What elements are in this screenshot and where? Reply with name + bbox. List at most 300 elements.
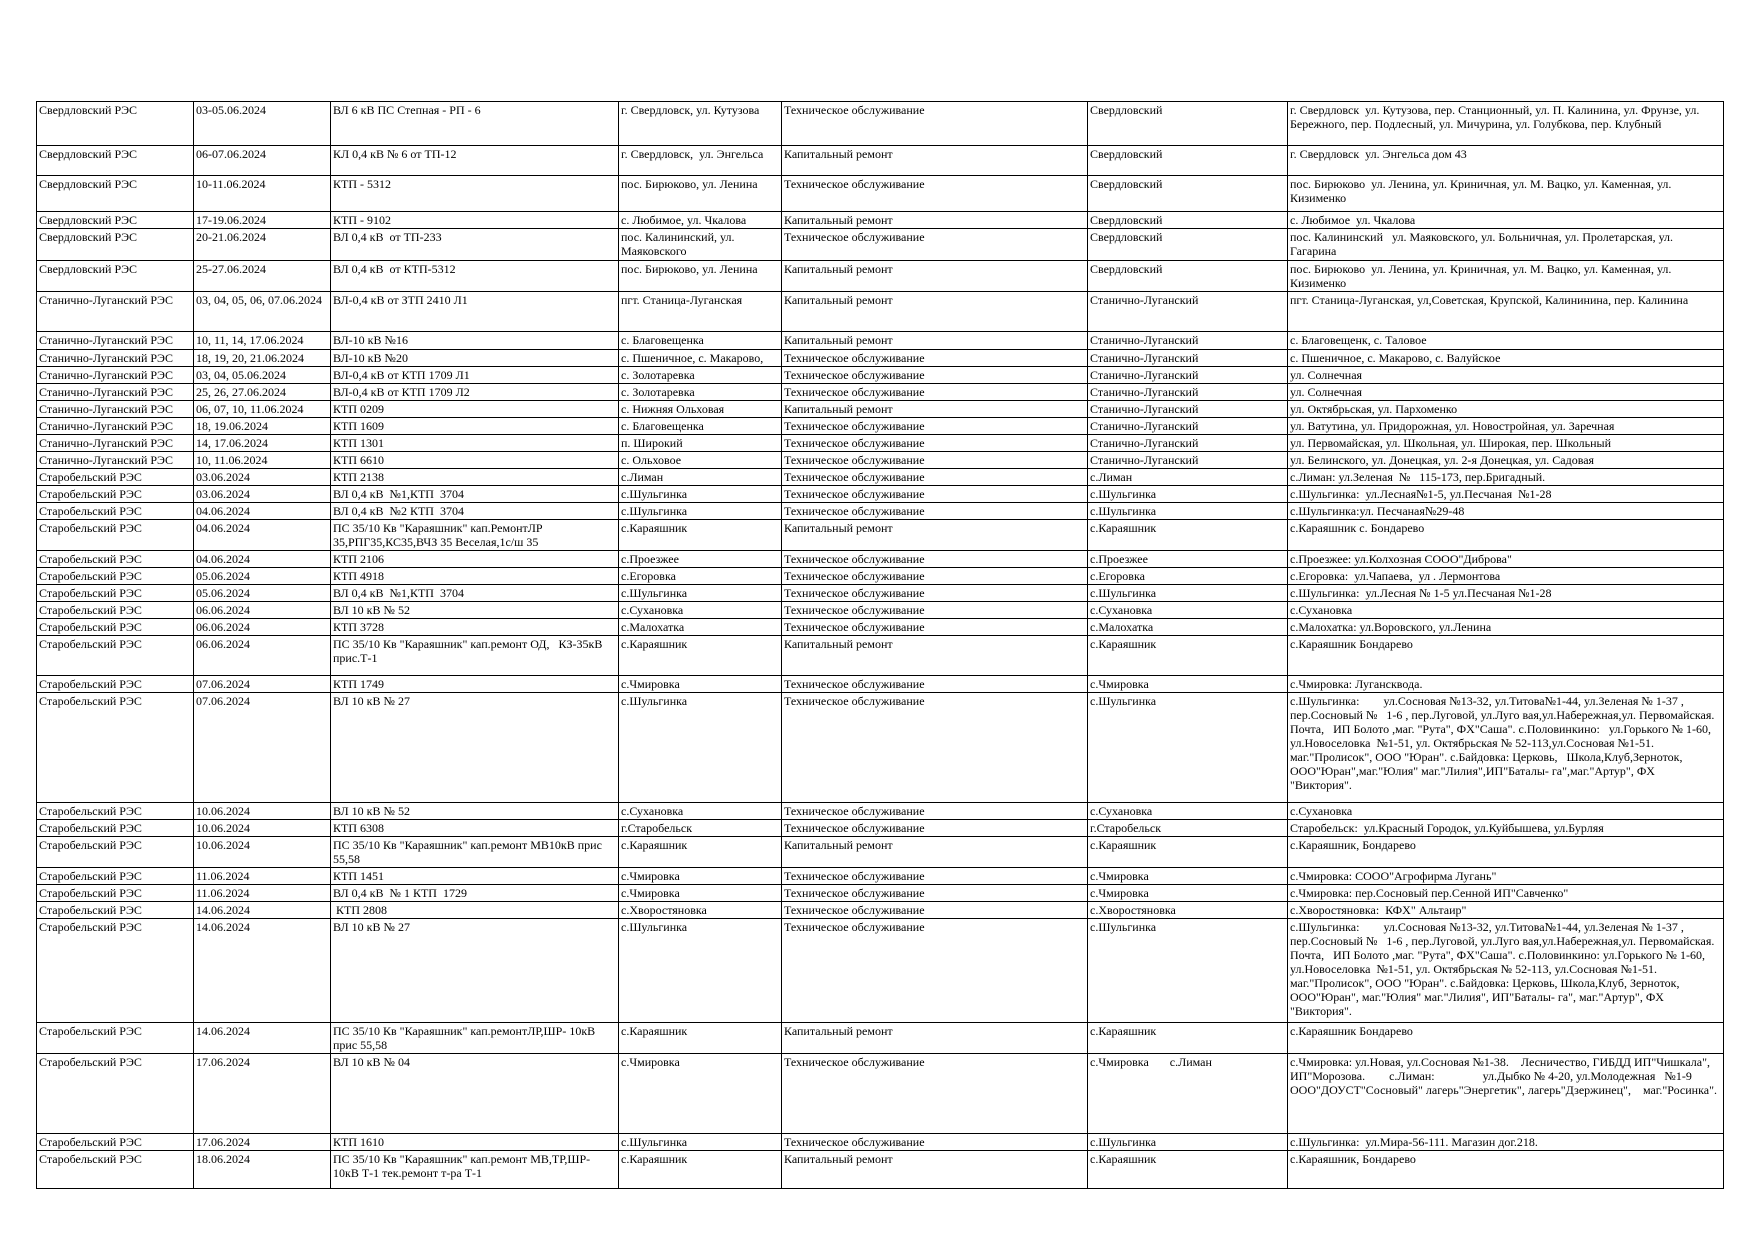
cell-res-name: Станично-Луганский РЭС [37,350,194,367]
cell-work-type: Техническое обслуживание [782,585,1088,602]
cell-dates: 10.06.2024 [194,820,331,837]
cell-dates: 18, 19.06.2024 [194,418,331,435]
cell-locality: с.Шульгинка [619,486,782,503]
cell-addresses: с.Чмировка: ул.Новая, ул.Сосновая №1-38. Лесничество, ГИБДД ИП"Чишкала", ИП"Морозова. с.Лиман: ул.Дыбко № 4-20, ул.Молодежная №1-9 ООО"ДОУСТ"Сосновый" лагерь"Энергетик", лагерь"Дзержинец", маг."Росинка". [1288,1054,1724,1134]
cell-district: Станично-Луганский [1088,435,1288,452]
cell-work-type: Капитальный ремонт [782,292,1088,332]
cell-district: Станично-Луганский [1088,350,1288,367]
cell-dates: 10, 11.06.2024 [194,452,331,469]
cell-locality: с.Шульгинка [619,1134,782,1151]
cell-res-name: Станично-Луганский РЭС [37,418,194,435]
table-row [37,585,1724,602]
cell-res-name: Старобельский РЭС [37,551,194,568]
cell-dates: 06.06.2024 [194,636,331,676]
cell-addresses: пос. Калининский ул. Маяковского, ул. Больничная, ул. Пролетарская, ул. Гагарина [1288,229,1724,261]
table-row [37,902,1724,919]
cell-equipment: ПС 35/10 Кв "Караяшник" кап.ремонт МВ,ТР,ШР- 10кВ Т-1 тек.ремонт т-ра Т-1 [331,1151,619,1189]
cell-dates: 17.06.2024 [194,1134,331,1151]
cell-district: Станично-Луганский [1088,332,1288,350]
cell-addresses: с.Шульгинка: ул.Сосновая №13-32, ул.Титова№1-44, ул.Зеленая № 1-37 , пер.Сосновый № 1-6 , пер.Луговой, ул.Луго вая,ул.Набережная,ул. Первомайская. Почта, ИП Болото ,маг. "Рута", ФХ"Саша". с.Половинкино: ул.Горького № 1-60, ул.Новоселовка №1-51, ул. Октябрьская № 52-113,ул.Сосновая №1-51. маг."Пролисок", ООО "Юран". с.Байдовка: Церковь, Школа,Клуб,Зерноток, ООО"Юран",маг."Юлия" маг."Лилия",ИП"Баталы- га",маг."Артур", ФХ "Виктория". [1288,693,1724,803]
table-row [37,919,1724,1023]
cell-dates: 04.06.2024 [194,520,331,551]
cell-dates: 06.06.2024 [194,602,331,619]
cell-district: Свердловский [1088,229,1288,261]
cell-work-type: Капитальный ремонт [782,1023,1088,1054]
cell-work-type: Капитальный ремонт [782,837,1088,868]
cell-locality: с. Пшеничное, с. Макарово, [619,350,782,367]
cell-res-name: Старобельский РЭС [37,486,194,503]
cell-res-name: Станично-Луганский РЭС [37,332,194,350]
cell-locality: с.Шульгинка [619,503,782,520]
cell-res-name: Старобельский РЭС [37,693,194,803]
cell-work-type: Капитальный ремонт [782,261,1088,292]
cell-addresses: ул. Октябрьская, ул. Пархоменко [1288,401,1724,418]
cell-equipment: ПС 35/10 Кв "Караяшник" кап.ремонт ОД, КЗ-35кВ прис.Т-1 [331,636,619,676]
cell-res-name: Станично-Луганский РЭС [37,401,194,418]
cell-addresses: с.Чмировка: СООО"Агрофирма Лугань" [1288,868,1724,885]
cell-locality: с.Малохатка [619,619,782,636]
cell-district: с.Проезжее [1088,551,1288,568]
table-row [37,837,1724,868]
cell-work-type: Техническое обслуживание [782,384,1088,401]
cell-locality: с.Чмировка [619,868,782,885]
table-row [37,520,1724,551]
cell-locality: г. Свердловск, ул. Кутузова [619,102,782,146]
cell-work-type: Техническое обслуживание [782,435,1088,452]
cell-dates: 10-11.06.2024 [194,176,331,212]
cell-district: Свердловский [1088,176,1288,212]
cell-res-name: Старобельский РЭС [37,1054,194,1134]
table-row [37,176,1724,212]
cell-equipment: ВЛ 0,4 кВ №1,КТП 3704 [331,486,619,503]
cell-dates: 03, 04, 05, 06, 07.06.2024 [194,292,331,332]
cell-addresses: г. Свердловск ул. Энгельса дом 43 [1288,146,1724,176]
cell-locality: с.Караяшник [619,520,782,551]
cell-district: Станично-Луганский [1088,418,1288,435]
cell-equipment: ВЛ 10 кВ № 27 [331,919,619,1023]
table-row [37,102,1724,146]
cell-district: Станично-Луганский [1088,367,1288,384]
cell-locality: с. Золотаревка [619,367,782,384]
cell-dates: 25-27.06.2024 [194,261,331,292]
cell-equipment: ВЛ 10 кВ № 04 [331,1054,619,1134]
table-row [37,401,1724,418]
cell-dates: 14.06.2024 [194,919,331,1023]
cell-equipment: ВЛ 0,4 кВ от КТП-5312 [331,261,619,292]
cell-district: с.Малохатка [1088,619,1288,636]
cell-locality: с. Благовещенка [619,418,782,435]
cell-addresses: с.Лиман: ул.Зеленая № 115-173, пер.Бригадный. [1288,469,1724,486]
cell-res-name: Старобельский РЭС [37,619,194,636]
cell-dates: 11.06.2024 [194,868,331,885]
cell-work-type: Техническое обслуживание [782,551,1088,568]
cell-dates: 14.06.2024 [194,1023,331,1054]
cell-dates: 05.06.2024 [194,568,331,585]
cell-res-name: Старобельский РЭС [37,868,194,885]
cell-equipment: ПС 35/10 Кв "Караяшник" кап.РемонтЛР 35,РПГ35,КС35,ВЧЗ 35 Веселая,1с/ш 35 [331,520,619,551]
cell-district: с.Караяшник [1088,1151,1288,1189]
cell-addresses: с.Караяшник, Бондарево [1288,1151,1724,1189]
cell-dates: 14, 17.06.2024 [194,435,331,452]
cell-res-name: Свердловский РЭС [37,229,194,261]
table-row [37,418,1724,435]
table-row [37,820,1724,837]
table-row [37,1023,1724,1054]
cell-dates: 07.06.2024 [194,676,331,693]
table-row [37,229,1724,261]
cell-equipment: ПС 35/10 Кв "Караяшник" кап.ремонтЛР,ШР- 10кВ прис 55,58 [331,1023,619,1054]
cell-equipment: КТП 1749 [331,676,619,693]
cell-addresses: ул. Белинского, ул. Донецкая, ул. 2-я Донецкая, ул. Садовая [1288,452,1724,469]
cell-work-type: Капитальный ремонт [782,146,1088,176]
cell-addresses: с.Шульгинка: ул.Сосновая №13-32, ул.Титова№1-44, ул.Зеленая № 1-37 , пер.Сосновый № 1-6 , пер.Луговой, ул.Луго вая,ул.Набережная,ул. Первомайская. Почта, ИП Болото ,маг. "Рута", ФХ"Саша". с.Половинкино: ул.Горького № 1-60, ул.Новоселовка №1-51, ул. Октябрьская № 52-113, ул.Сосновая №1-51. маг."Пролисок", ООО "Юран". с.Байдовка: Церковь, Школа,Клуб, Зерноток, ООО"Юран", маг."Юлия" маг."Лилия", ИП"Баталы- га", маг."Артур", ФХ "Виктория". [1288,919,1724,1023]
cell-equipment: КТП 2138 [331,469,619,486]
cell-work-type: Капитальный ремонт [782,332,1088,350]
cell-res-name: Старобельский РЭС [37,520,194,551]
table-row [37,868,1724,885]
cell-district: с.Шульгинка [1088,693,1288,803]
cell-locality: с.Караяшник [619,837,782,868]
cell-work-type: Капитальный ремонт [782,401,1088,418]
cell-district: Свердловский [1088,261,1288,292]
cell-work-type: Техническое обслуживание [782,676,1088,693]
cell-work-type: Техническое обслуживание [782,820,1088,837]
cell-equipment: ВЛ-0,4 кВ от КТП 1709 Л1 [331,367,619,384]
cell-district: с.Сухановка [1088,602,1288,619]
cell-district: с.Караяшник [1088,636,1288,676]
cell-res-name: Старобельский РЭС [37,503,194,520]
cell-district: Станично-Луганский [1088,452,1288,469]
cell-equipment: КТП - 5312 [331,176,619,212]
cell-equipment: ВЛ-0,4 кВ от ЗТП 2410 Л1 [331,292,619,332]
table-row [37,486,1724,503]
cell-res-name: Станично-Луганский РЭС [37,384,194,401]
cell-work-type: Техническое обслуживание [782,902,1088,919]
cell-res-name: Свердловский РЭС [37,212,194,229]
cell-equipment: ВЛ 0,4 кВ №2 КТП 3704 [331,503,619,520]
cell-addresses: с.Шульгинка: ул.Лесная № 1-5 ул.Песчаная №1-28 [1288,585,1724,602]
table-row [37,367,1724,384]
cell-equipment: КТП 6308 [331,820,619,837]
cell-work-type: Техническое обслуживание [782,885,1088,902]
cell-dates: 04.06.2024 [194,503,331,520]
cell-res-name: Старобельский РЭС [37,602,194,619]
cell-equipment: КТП 6610 [331,452,619,469]
cell-work-type: Техническое обслуживание [782,602,1088,619]
cell-locality: с.Караяшник [619,636,782,676]
cell-res-name: Старобельский РЭС [37,885,194,902]
cell-work-type: Капитальный ремонт [782,212,1088,229]
cell-district: с.Караяшник [1088,520,1288,551]
cell-addresses: с. Пшеничное, с. Макарово, с. Валуйское [1288,350,1724,367]
table-row [37,1151,1724,1189]
cell-dates: 18, 19, 20, 21.06.2024 [194,350,331,367]
cell-equipment: КТП 2106 [331,551,619,568]
cell-res-name: Старобельский РЭС [37,1023,194,1054]
cell-locality: с.Чмировка [619,1054,782,1134]
cell-work-type: Техническое обслуживание [782,486,1088,503]
cell-work-type: Техническое обслуживание [782,568,1088,585]
cell-res-name: Старобельский РЭС [37,1134,194,1151]
table-row [37,619,1724,636]
cell-district: с.Егоровка [1088,568,1288,585]
cell-dates: 03.06.2024 [194,486,331,503]
cell-work-type: Техническое обслуживание [782,452,1088,469]
cell-district: с.Чмировка с.Лиман [1088,1054,1288,1134]
cell-addresses: с.Чмировка: Лугансквода. [1288,676,1724,693]
cell-addresses: с.Караяшник Бондарево [1288,636,1724,676]
cell-dates: 18.06.2024 [194,1151,331,1189]
cell-district: с.Караяшник [1088,1023,1288,1054]
cell-district: Станично-Луганский [1088,292,1288,332]
cell-res-name: Старобельский РЭС [37,585,194,602]
cell-addresses: с.Сухановка [1288,602,1724,619]
table-row [37,1134,1724,1151]
cell-locality: с.Шульгинка [619,693,782,803]
cell-district: г.Старобельск [1088,820,1288,837]
cell-work-type: Техническое обслуживание [782,350,1088,367]
cell-district: с.Чмировка [1088,885,1288,902]
cell-dates: 17-19.06.2024 [194,212,331,229]
cell-dates: 10, 11, 14, 17.06.2024 [194,332,331,350]
cell-res-name: Старобельский РЭС [37,1151,194,1189]
cell-locality: с.Шульгинка [619,919,782,1023]
cell-equipment: ВЛ 0,4 кВ № 1 КТП 1729 [331,885,619,902]
cell-res-name: Старобельский РЭС [37,469,194,486]
table-row [37,551,1724,568]
cell-equipment: КТП 1609 [331,418,619,435]
table-row [37,384,1724,401]
cell-res-name: Старобельский РЭС [37,902,194,919]
cell-work-type: Капитальный ремонт [782,1151,1088,1189]
cell-locality: с. Благовещенка [619,332,782,350]
cell-locality: с. Нижняя Ольховая [619,401,782,418]
cell-addresses: с.Шульгинка: ул.Лесная№1-5, ул.Песчаная №1-28 [1288,486,1724,503]
table-row [37,435,1724,452]
cell-addresses: Старобельск: ул.Красный Городок, ул.Куйбышева, ул.Бурляя [1288,820,1724,837]
cell-equipment: ВЛ-10 кВ №20 [331,350,619,367]
cell-dates: 11.06.2024 [194,885,331,902]
cell-equipment: КТП 4918 [331,568,619,585]
cell-addresses: пос. Бирюково ул. Ленина, ул. Криничная, ул. М. Вацко, ул. Каменная, ул. Кизименко [1288,176,1724,212]
cell-locality: с.Проезжее [619,551,782,568]
cell-dates: 07.06.2024 [194,693,331,803]
table-row [37,452,1724,469]
cell-equipment: КТП - 9102 [331,212,619,229]
cell-equipment: ВЛ 10 кВ № 52 [331,602,619,619]
cell-locality: с.Егоровка [619,568,782,585]
cell-addresses: с. Благовещенк, с. Таловое [1288,332,1724,350]
cell-locality: с.Караяшник [619,1023,782,1054]
cell-addresses: с.Караяшник, Бондарево [1288,837,1724,868]
cell-work-type: Техническое обслуживание [782,469,1088,486]
cell-work-type: Техническое обслуживание [782,367,1088,384]
cell-work-type: Техническое обслуживание [782,1054,1088,1134]
cell-res-name: Старобельский РЭС [37,803,194,820]
cell-district: с.Шульгинка [1088,585,1288,602]
cell-equipment: КТП 0209 [331,401,619,418]
cell-res-name: Старобельский РЭС [37,919,194,1023]
table-row [37,292,1724,332]
table-row [37,602,1724,619]
cell-district: с.Шульгинка [1088,486,1288,503]
cell-locality: пгт. Станица-Луганская [619,292,782,332]
cell-equipment: КТП 1451 [331,868,619,885]
cell-dates: 04.06.2024 [194,551,331,568]
cell-addresses: пос. Бирюково ул. Ленина, ул. Криничная, ул. М. Вацко, ул. Каменная, ул. Кизименко [1288,261,1724,292]
table-row [37,636,1724,676]
cell-district: с.Караяшник [1088,837,1288,868]
cell-addresses: ул. Солнечная [1288,384,1724,401]
table-row [37,885,1724,902]
cell-addresses: с.Шульгинка:ул. Песчаная№29-48 [1288,503,1724,520]
cell-work-type: Техническое обслуживание [782,229,1088,261]
cell-district: с.Чмировка [1088,676,1288,693]
cell-equipment: ВЛ 10 кВ № 52 [331,803,619,820]
table-row [37,261,1724,292]
cell-locality: с.Сухановка [619,803,782,820]
cell-res-name: Свердловский РЭС [37,261,194,292]
cell-addresses: ул. Солнечная [1288,367,1724,384]
cell-work-type: Капитальный ремонт [782,636,1088,676]
table-row [37,693,1724,803]
cell-addresses: с.Караяшник Бондарево [1288,1023,1724,1054]
cell-equipment: ПС 35/10 Кв "Караяшник" кап.ремонт МВ10кВ прис 55,58 [331,837,619,868]
cell-district: Станично-Луганский [1088,401,1288,418]
table-row [37,469,1724,486]
cell-work-type: Техническое обслуживание [782,1134,1088,1151]
cell-dates: 10.06.2024 [194,803,331,820]
cell-district: с.Лиман [1088,469,1288,486]
cell-res-name: Старобельский РЭС [37,568,194,585]
cell-locality: с. Ольховое [619,452,782,469]
cell-district: с.Чмировка [1088,868,1288,885]
table-row [37,212,1724,229]
cell-dates: 20-21.06.2024 [194,229,331,261]
cell-locality: пос. Калининский, ул. Маяковского [619,229,782,261]
cell-locality: с.Шульгинка [619,585,782,602]
cell-work-type: Техническое обслуживание [782,619,1088,636]
cell-equipment: ВЛ 6 кВ ПС Степная - РП - 6 [331,102,619,146]
cell-addresses: с. Любимое ул. Чкалова [1288,212,1724,229]
cell-dates: 06, 07, 10, 11.06.2024 [194,401,331,418]
cell-addresses: с.Проезжее: ул.Колхозная СООО"Диброва" [1288,551,1724,568]
table-row [37,503,1724,520]
cell-dates: 06-07.06.2024 [194,146,331,176]
cell-locality: с. Золотаревка [619,384,782,401]
cell-work-type: Техническое обслуживание [782,693,1088,803]
cell-locality: п. Широкий [619,435,782,452]
cell-locality: пос. Бирюково, ул. Ленина [619,261,782,292]
cell-equipment: ВЛ 0,4 кВ №1,КТП 3704 [331,585,619,602]
cell-res-name: Станично-Луганский РЭС [37,435,194,452]
cell-locality: г. Свердловск, ул. Энгельса [619,146,782,176]
cell-district: с.Шульгинка [1088,1134,1288,1151]
cell-equipment: КТП 1301 [331,435,619,452]
cell-dates: 06.06.2024 [194,619,331,636]
cell-res-name: Станично-Луганский РЭС [37,452,194,469]
maintenance-table-body [37,102,1724,1189]
cell-district: Свердловский [1088,212,1288,229]
cell-addresses: пгт. Станица-Луганская, ул,Советская, Крупской, Калининина, пер. Калинина [1288,292,1724,332]
cell-locality: г.Старобельск [619,820,782,837]
cell-dates: 03, 04, 05.06.2024 [194,367,331,384]
cell-res-name: Старобельский РЭС [37,837,194,868]
cell-district: с.Сухановка [1088,803,1288,820]
cell-work-type: Техническое обслуживание [782,868,1088,885]
cell-work-type: Капитальный ремонт [782,520,1088,551]
cell-res-name: Старобельский РЭС [37,820,194,837]
table-row [37,146,1724,176]
table-row [37,676,1724,693]
cell-res-name: Станично-Луганский РЭС [37,292,194,332]
cell-equipment: КЛ 0,4 кВ № 6 от ТП-12 [331,146,619,176]
cell-res-name: Старобельский РЭС [37,636,194,676]
cell-dates: 25, 26, 27.06.2024 [194,384,331,401]
cell-equipment: КТП 3728 [331,619,619,636]
cell-equipment: ВЛ 10 кВ № 27 [331,693,619,803]
cell-dates: 03-05.06.2024 [194,102,331,146]
table-row [37,332,1724,350]
cell-locality: с.Чмировка [619,676,782,693]
cell-addresses: с.Хворостяновка: КФХ" Альтаир" [1288,902,1724,919]
cell-equipment: ВЛ-0,4 кВ от КТП 1709 Л2 [331,384,619,401]
cell-addresses: с.Малохатка: ул.Воровского, ул.Ленина [1288,619,1724,636]
cell-locality: с.Караяшник [619,1151,782,1189]
cell-dates: 17.06.2024 [194,1054,331,1134]
cell-locality: пос. Бирюково, ул. Ленина [619,176,782,212]
cell-work-type: Техническое обслуживание [782,503,1088,520]
cell-locality: с.Чмировка [619,885,782,902]
cell-addresses: с.Караяшник с. Бондарево [1288,520,1724,551]
cell-work-type: Техническое обслуживание [782,919,1088,1023]
cell-res-name: Свердловский РЭС [37,146,194,176]
cell-dates: 03.06.2024 [194,469,331,486]
cell-res-name: Свердловский РЭС [37,102,194,146]
cell-addresses: ул. Первомайская, ул. Школьная, ул. Широкая, пер. Школьный [1288,435,1724,452]
table-row [37,350,1724,367]
cell-work-type: Техническое обслуживание [782,102,1088,146]
cell-res-name: Станично-Луганский РЭС [37,367,194,384]
cell-res-name: Старобельский РЭС [37,676,194,693]
cell-district: с.Шульгинка [1088,919,1288,1023]
cell-addresses: с.Шульгинка: ул.Мира-56-111. Магазин дог.218. [1288,1134,1724,1151]
cell-equipment: ВЛ 0,4 кВ от ТП-233 [331,229,619,261]
cell-locality: с.Хворостяновка [619,902,782,919]
cell-locality: с. Любимое, ул. Чкалова [619,212,782,229]
table-row [37,1054,1724,1134]
cell-dates: 05.06.2024 [194,585,331,602]
cell-work-type: Техническое обслуживание [782,418,1088,435]
cell-work-type: Техническое обслуживание [782,176,1088,212]
cell-addresses: г. Свердловск ул. Кутузова, пер. Станционный, ул. П. Калинина, ул. Фрунзе, ул. Бережного, пер. Подлесный, ул. Мичурина, ул. Голубкова, пер. Клубный [1288,102,1724,146]
table-row [37,568,1724,585]
cell-dates: 10.06.2024 [194,837,331,868]
cell-district: с.Хворостяновка [1088,902,1288,919]
maintenance-schedule-table [36,101,1724,1189]
cell-addresses: с.Чмировка: пер.Сосновый пер.Сенной ИП"Савченко" [1288,885,1724,902]
cell-work-type: Техническое обслуживание [782,803,1088,820]
cell-locality: с.Сухановка [619,602,782,619]
cell-addresses: ул. Ватутина, ул. Придорожная, ул. Новостройная, ул. Заречная [1288,418,1724,435]
cell-equipment: ВЛ-10 кВ №16 [331,332,619,350]
cell-locality: с.Лиман [619,469,782,486]
cell-district: Свердловский [1088,102,1288,146]
cell-equipment: КТП 1610 [331,1134,619,1151]
cell-district: с.Шульгинка [1088,503,1288,520]
cell-dates: 14.06.2024 [194,902,331,919]
cell-res-name: Свердловский РЭС [37,176,194,212]
